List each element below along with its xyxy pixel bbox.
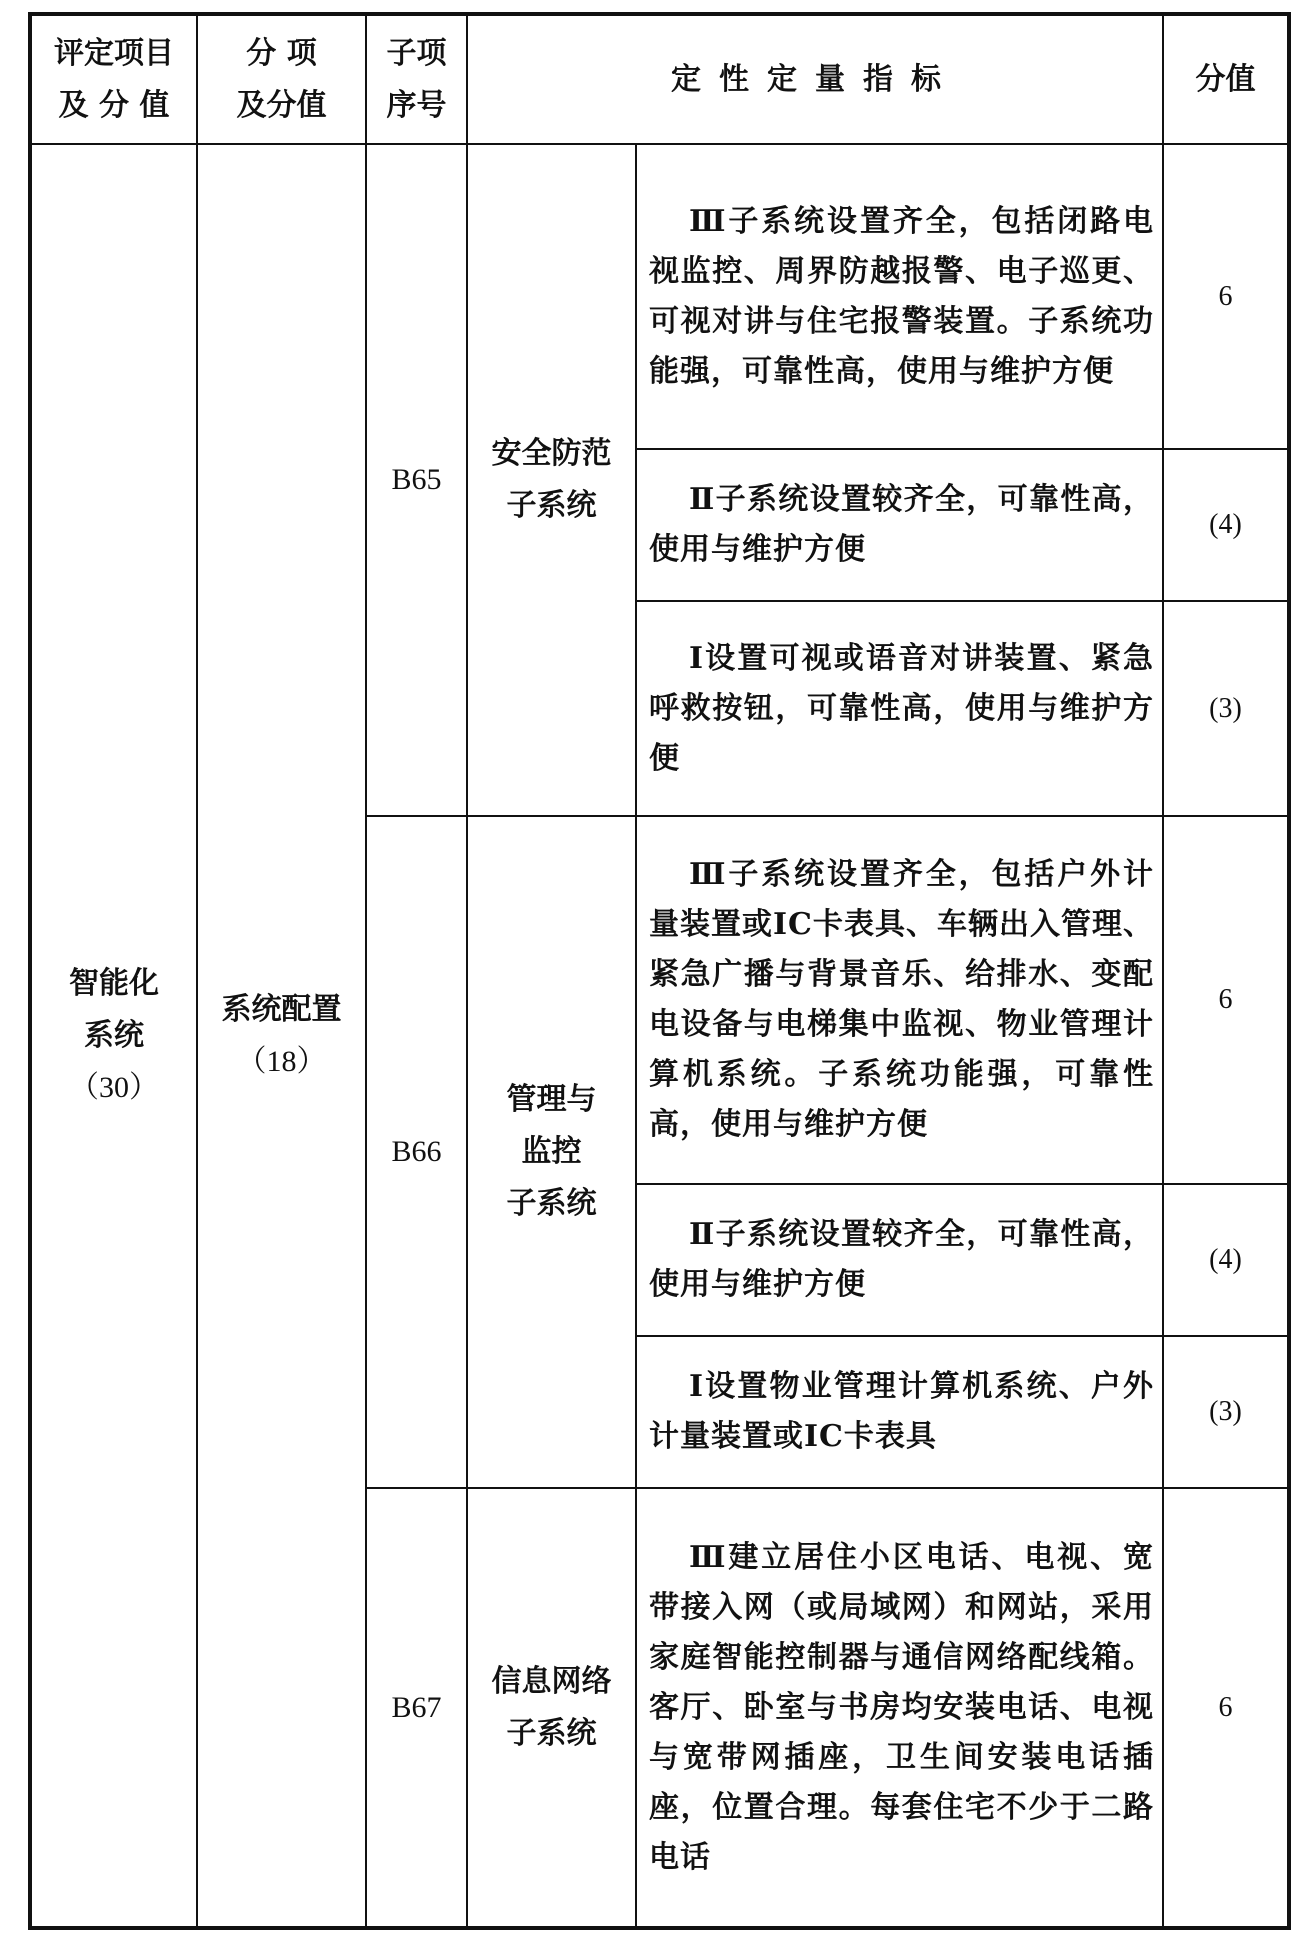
subsystem-name: 管理与 监控 子系统: [467, 816, 636, 1488]
indicator-text: Ⅰ设置物业管理计算机系统、户外计量装置或IC卡表具: [636, 1336, 1163, 1488]
header-score: 分值: [1163, 14, 1289, 144]
evaluation-table: [28, 12, 1291, 1930]
subitem-code: B65: [366, 144, 467, 816]
score-value: (4): [1163, 1184, 1289, 1336]
score-value: 6: [1163, 144, 1289, 449]
table-row: [30, 144, 1289, 449]
indicator-text: Ⅲ子系统设置齐全，包括闭路电视监控、周界防越报警、电子巡更、可视对讲与住宅报警装置。子系统功能强，可靠性高，使用与维护方便: [636, 144, 1163, 449]
header-subitem-number: 子项 序号: [366, 14, 467, 144]
score-value: 6: [1163, 1488, 1289, 1928]
score-value: 6: [1163, 816, 1289, 1184]
score-value: (4): [1163, 449, 1289, 601]
subitem-cell: 系统配置 （18）: [197, 144, 366, 1928]
indicator-text: Ⅱ子系统设置较齐全，可靠性高，使用与维护方便: [636, 1184, 1163, 1336]
indicator-text: Ⅲ建立居住小区电话、电视、宽带接入网（或局域网）和网站，采用家庭智能控制器与通信网络配线箱。客厅、卧室与书房均安装电话、电视与宽带网插座，卫生间安装电话插座，位置合理。每套住宅不少于二路电话: [636, 1488, 1163, 1928]
indicator-text: Ⅱ子系统设置较齐全，可靠性高，使用与维护方便: [636, 449, 1163, 601]
header-indicators: 定性定量指标: [467, 14, 1163, 144]
indicator-text: Ⅲ子系统设置齐全，包括户外计量装置或IC卡表具、车辆出入管理、紧急广播与背景音乐、给排水、变配电设备与电梯集中监视、物业管理计算机系统。子系统功能强，可靠性高，使用与维护方便: [636, 816, 1163, 1184]
subitem-code: B66: [366, 816, 467, 1488]
item-cell: 智能化 系统 （30）: [30, 144, 197, 1928]
subitem-code: B67: [366, 1488, 467, 1928]
subsystem-name: 安全防范 子系统: [467, 144, 636, 816]
subsystem-name: 信息网络 子系统: [467, 1488, 636, 1928]
indicator-text: Ⅰ设置可视或语音对讲装置、紧急呼救按钮，可靠性高，使用与维护方便: [636, 601, 1163, 816]
header-row: [30, 14, 1289, 144]
score-value: (3): [1163, 601, 1289, 816]
header-subitem-score: 分 项 及分值: [197, 14, 366, 144]
header-item-score: 评定项目 及 分 值: [30, 14, 197, 144]
score-value: (3): [1163, 1336, 1289, 1488]
